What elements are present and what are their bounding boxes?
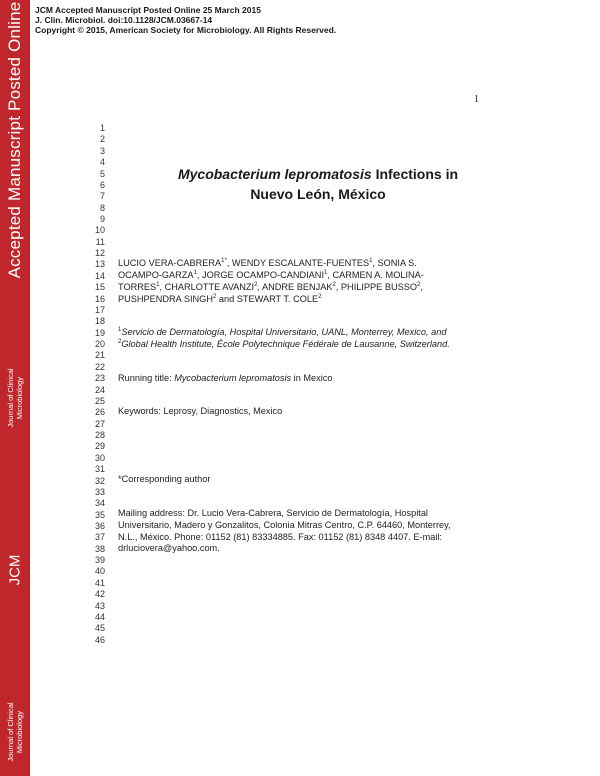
line-number: 37 bbox=[94, 532, 105, 543]
running-title: Running title: Mycobacterium lepromatosis in Mexico bbox=[118, 373, 333, 383]
line-number: 39 bbox=[94, 555, 105, 566]
line-number: 17 bbox=[94, 304, 105, 315]
line-number: 33 bbox=[94, 486, 105, 497]
line-number: 12 bbox=[94, 248, 105, 259]
line-number: 19 bbox=[94, 327, 105, 338]
line-number: 7 bbox=[99, 191, 105, 202]
line-number: 32 bbox=[94, 475, 105, 486]
authors-line-1: LUCIO VERA-$CABRERA^{1*}$, WENDY ESCALANTE-FUENTES$^1$, SONIA S. bbox=[118, 257, 417, 268]
line-number: 2 bbox=[99, 134, 105, 145]
manuscript-header bbox=[35, 5, 336, 35]
line-number: 26 bbox=[94, 407, 105, 418]
affiliation-1: $^1$Servicio de Dermatología, Hospital Universitario, UANL, Monterrey, Mexico, and bbox=[118, 326, 447, 337]
sidebar-journal-label-bottom: Journal of Clinical Microbiology bbox=[6, 702, 24, 762]
mailing-line-1: Mailing address: Dr. Lucio Vera-Cabrera, Servicio de Dermatología, Hospital bbox=[118, 508, 428, 518]
line-number: 18 bbox=[94, 316, 105, 327]
line-number: 8 bbox=[99, 202, 105, 213]
line-number: 27 bbox=[94, 418, 105, 429]
sidebar-main-label: Accepted Manuscript Posted Online bbox=[5, 1, 24, 279]
line-number: 22 bbox=[94, 361, 105, 372]
mailing-line-3: N.L., México. Phone: 01152 (81) 83334885. Fax: 01152 (81) 8348 4407. E-mail: bbox=[118, 532, 442, 542]
line-number: 31 bbox=[94, 464, 105, 475]
paper-title bbox=[118, 166, 518, 182]
authors-line-3: TORRES$^1$, CHARLOTTE AVANZI$^2$, ANDRE BENJAK$^2$, PHILIPPE BUSSO$^2$, bbox=[118, 281, 423, 292]
line-number: 34 bbox=[94, 498, 105, 509]
paper-title-line2: Nuevo León, México bbox=[250, 186, 386, 202]
sidebar-jcm-label: JCM bbox=[6, 554, 24, 586]
line-number: 1 bbox=[99, 123, 105, 133]
line-number: 14 bbox=[94, 270, 105, 281]
affiliation-2: $^2$Global Health Institute, École Polytechnique Fédérale de Lausanne, Switzerland. bbox=[118, 338, 450, 349]
line-number: 45 bbox=[94, 623, 105, 634]
line-number: 16 bbox=[94, 293, 105, 304]
line-number: 5 bbox=[99, 168, 105, 179]
authors-line-4: PUSHPENDRA SINGH$^2$ and STEWART T. COLE$^2$ bbox=[118, 293, 322, 304]
title-rest: Infections in bbox=[371, 166, 459, 182]
page-number: 1 bbox=[474, 94, 479, 105]
line-number: 6 bbox=[99, 179, 105, 190]
line-number: 36 bbox=[94, 521, 105, 531]
line-number: 41 bbox=[94, 577, 105, 588]
header-line-3: Copyright © 2015, American Society for Microbiology. All Rights Reserved. bbox=[35, 25, 337, 35]
line-number: 10 bbox=[94, 225, 105, 236]
line-number: 11 bbox=[95, 236, 105, 247]
line-number: 42 bbox=[94, 589, 105, 600]
line-number: 44 bbox=[94, 611, 105, 622]
line-number: 29 bbox=[94, 441, 105, 452]
line-number: 40 bbox=[94, 566, 105, 577]
line-number: 15 bbox=[94, 282, 105, 293]
sidebar-journal-label: Journal of Clinical Microbiology bbox=[6, 368, 24, 428]
header-line-2: J. Clin. Microbiol. doi:10.1128/JCM.03667-14 bbox=[35, 15, 213, 25]
title-italic: Mycobacterium lepromatosis bbox=[177, 166, 372, 182]
sidebar-banner bbox=[0, 0, 30, 776]
line-number: 43 bbox=[94, 600, 105, 611]
line-number: 25 bbox=[94, 395, 105, 406]
mailing-line-4: drluciovera@yahoo.com. bbox=[118, 543, 220, 553]
line-number: 9 bbox=[99, 214, 105, 224]
line-number: 38 bbox=[94, 543, 105, 554]
line-number: 28 bbox=[94, 430, 105, 440]
line-number: 3 bbox=[99, 145, 105, 156]
line-number: 21 bbox=[94, 350, 105, 361]
line-number: 23 bbox=[94, 373, 105, 384]
line-number: 4 bbox=[99, 157, 105, 168]
line-number: 24 bbox=[94, 384, 105, 395]
mailing-line-2: Universitario, Madero y Gonzalitos, Colonia Mitras Centro, C.P. 64460, Monterrey, bbox=[118, 520, 451, 530]
line-number: 46 bbox=[94, 634, 105, 645]
line-number: 35 bbox=[94, 509, 105, 520]
line-number: 30 bbox=[94, 452, 105, 463]
line-number: 13 bbox=[94, 259, 105, 270]
authors-line-2: OCAMPO-GARZA$^1$, JORGE OCAMPO-CANDIANI$^1$, CARMEN A. MOLINA- bbox=[118, 269, 424, 280]
line-number: 20 bbox=[94, 339, 105, 349]
keywords: Keywords: Leprosy, Diagnostics, Mexico bbox=[118, 406, 283, 416]
header-line-1: JCM Accepted Manuscript Posted Online 25 March 2015 bbox=[35, 5, 261, 15]
corresponding-author: *Corresponding author bbox=[118, 474, 211, 484]
